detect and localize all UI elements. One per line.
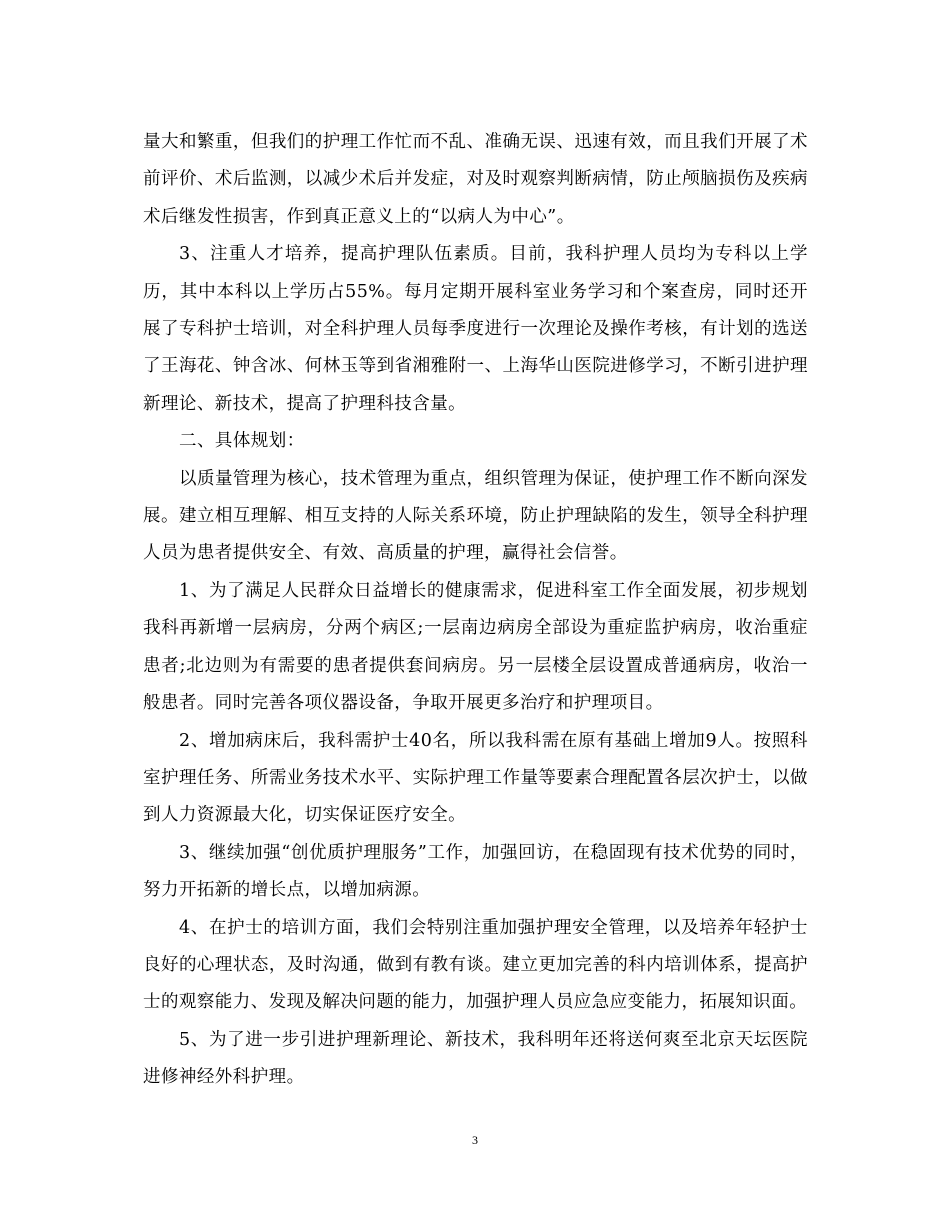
document-body xyxy=(143,124,808,1097)
paragraph-plan-intro: 以质量管理为核心，技术管理为重点，组织管理为保证，使护理工作不断向深发展。建立相互理解、相互支持的人际关系环境，防止护理缺陷的发生，领导全科护理人员为患者提供安全、有效、高质量的护理，赢得社会信誉。 xyxy=(143,468,808,564)
section-heading: 二、具体规划： xyxy=(179,431,305,452)
paragraph-plan-2: 2、增加病床后，我科需护士40名，所以我科需在原有基础上增加9人。按照科室护理任务、所需业务技术水平、实际护理工作量等要素合理配置各层次护士，以做到人力资源最大化，切实保证医疗安全。 xyxy=(143,730,808,826)
paragraph-plan-5: 5、为了进一步引进护理新理论、新技术，我科明年还将送何爽至北京天坛医院进修神经外科护理。 xyxy=(143,1029,808,1088)
paragraph-plan-4: 4、在护士的培训方面，我们会特别注重加强护理安全管理，以及培养年轻护士良好的心理状态，及时沟通，做到有教有谈。建立更加完善的科内培训体系，提高护士的观察能力、发现及解决问题的能力，加强护理人员应急应变能力，拓展知识面。 xyxy=(143,917,808,1013)
paragraph-talent-training: 3、注重人才培养，提高护理队伍素质。目前，我科护理人员均为专科以上学历，其中本科以上学历占55%。每月定期开展科室业务学习和个案查房，同时还开展了专科护士培训，对全科护理人员每季度进行一次理论及操作考核，有计划的选送了王海花、钟含冰、何林玉等到省湘雅附一、上海华山医院进修学习，不断引进护理新理论、新技术，提高了护理科技含量。 xyxy=(143,244,808,414)
paragraph-continuation: 量大和繁重，但我们的护理工作忙而不乱、准确无误、迅速有效，而且我们开展了术前评价、术后监测，以减少术后并发症，对及时观察判断病情，防止颅脑损伤及疾病术后继发性损害，作到真正意义上的“以病人为中心”。 xyxy=(143,132,808,227)
page-number: 3 xyxy=(472,1133,478,1147)
paragraph-plan-1: 1、为了满足人民群众日益增长的健康需求，促进科室工作全面发展，初步规划我科再新增一层病房，分两个病区;一层南边病房全部设为重症监护病房，收治重症患者;北边则为有需要的患者提供套间病房。另一层楼全层设置成普通病房，收治一般患者。同时完善各项仪器设备，争取开展更多治疗和护理项目。 xyxy=(143,580,808,714)
paragraph-plan-3: 3、继续加强“创优质护理服务”工作，加强回访，在稳固现有技术优势的同时，努力开拓新的增长点，以增加病源。 xyxy=(143,842,808,901)
